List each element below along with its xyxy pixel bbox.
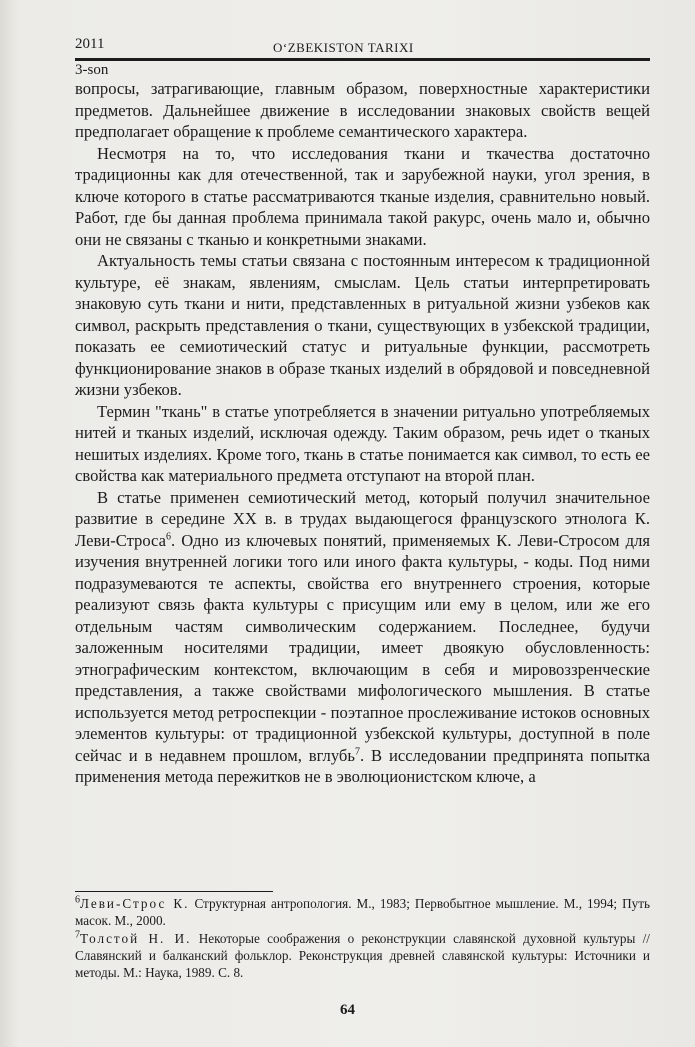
header-year: 2011 <box>75 36 105 52</box>
paragraph: Несмотря на то, что исследования ткани и ткачества достаточно традиционны как для отечественной, так и зарубежной науки, угол зрения, в ключе которого в статье рассматриваются тканые изделия, сравнительно новый. Работ, где бы данная проблема принимала такой ракурс, очень мало и, обычно они не связаны с тканью и конкретными знаками. <box>75 143 650 249</box>
method-paragraph <box>75 487 650 788</box>
method-text-3: . В исследовании предпринята попытка применения метода пережитков не в эволюционистском ключе, а <box>75 745 651 786</box>
header-rule <box>75 58 650 61</box>
footnote-author: Леви-Строс К. <box>80 896 190 911</box>
footnote-text: Некоторые соображения о реконструкции славянской духовной культуры // Славянский и балканский фольклор. Реконструкция древней славянской культуры: Источники и методы. М.: Наука, 1989. С. 8. <box>75 931 650 980</box>
footnote-7 <box>75 930 650 981</box>
footnote-6 <box>75 895 650 929</box>
footnote-rule <box>75 891 273 892</box>
paragraph: Актуальность темы статьи связана с постоянным интересом к традиционной культуре, её знакам, явлениям, смыслам. Цель статьи интерпретировать знаковую суть ткани и нити, представленных в ритуальной жизни узбеков как символ, раскрыть представления о ткани, существующих в узбекской традиции, показать ее семиотический статус и ритуальные функции, рассмотреть функционирование знаков в образе тканых изделий в обрядовой и повседневной жизни узбеков. <box>75 251 650 399</box>
method-text-1: В статье применен семиотический метод, который получил значительное развитие в середине XX в. в трудах выдающегося французского этнолога К. Леви-Строса <box>75 487 650 550</box>
paragraph: вопросы, затрагивающие, главным образом, поверхностные характеристики предметов. Дальнейшее движение в исследовании знаковых свойств вещей предполагает обращение к проблеме семантического характера. <box>75 79 650 141</box>
footnote-text: Структурная антропология. М., 1983; Первобытное мышление. М., 1994; Путь масок. М., 2000. <box>75 896 650 928</box>
page-number: 64 <box>340 1002 355 1018</box>
footnote-number: 7 <box>75 929 80 941</box>
footnotes <box>75 895 650 982</box>
issue-number: 3-son <box>75 62 109 78</box>
journal-title: O‘ZBEKISTON TARIXI <box>273 40 414 55</box>
article-body <box>75 78 650 788</box>
footnote-number: 6 <box>75 894 80 906</box>
paragraph: Термин "ткань" в статье употребляется в значении ритуально употребляемых нитей и тканых изделий, исключая одежду. Таким образом, речь идет о тканых нешитых изделиях. Кроме того, ткань в статье понимается как символ, то есть ее свойства как материального предмета отступают на второй план. <box>75 401 650 485</box>
footnote-author: Толстой Н. И. <box>80 931 192 946</box>
method-text-2: . Одно из ключевых понятий, применяемых К. Леви-Стросом для изучения внутренней логики того или иного факта культуры, - коды. Под ними подразумеваются те аспекты, свойства его внутреннего строения, которые реализуют связь факта культуры с присущим или ему в целом, или же его отдельным частям символическим содержанием. Последнее, будучи заложенным носителями традиции, имеет двоякую обусловленность: этнографическим контекстом, включающим в себя и мировоззренческие представления, а также свойствами мифологического мышления. В статье используется метод ретроспекции - поэтапное прослеживание истоков основных элементов культуры: от традиционной узбекской культуры, доступной в поле сейчас и в недавнем прошлом, вглубь <box>75 530 650 765</box>
running-header <box>75 34 650 60</box>
footnote-ref-7[interactable]: 7 <box>354 745 360 757</box>
footnote-ref-6[interactable]: 6 <box>166 530 171 542</box>
